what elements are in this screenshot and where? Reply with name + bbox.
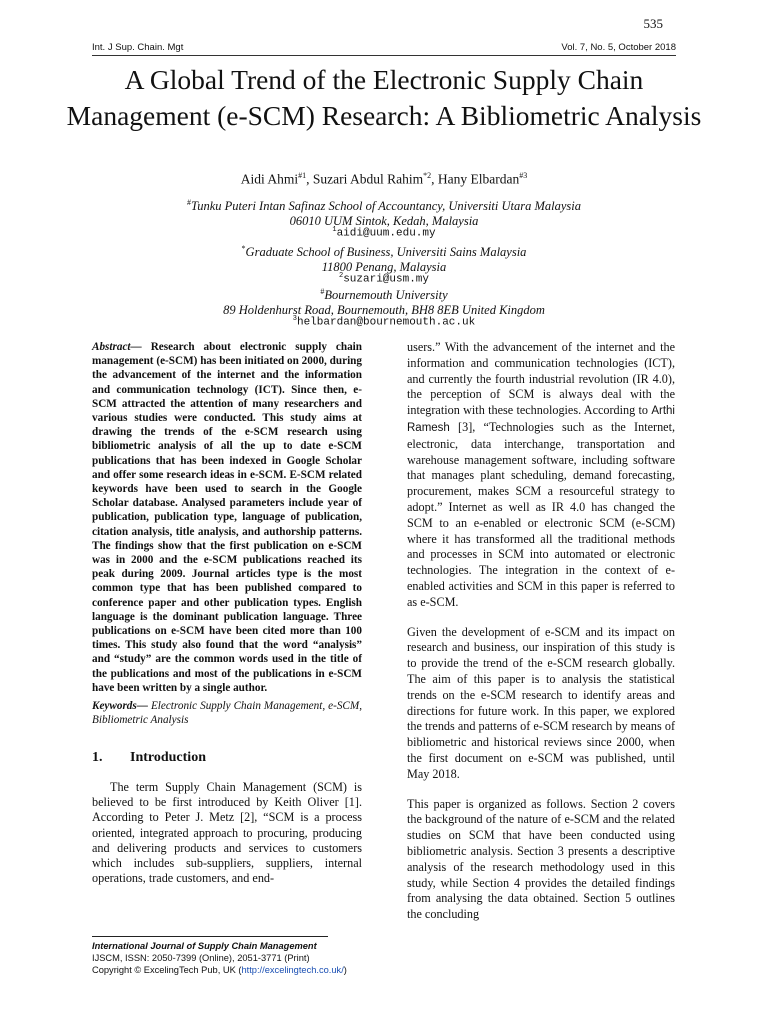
author-mark: *2 — [423, 171, 432, 180]
email-mark: 3 — [292, 315, 297, 323]
footer-copyright — [92, 964, 392, 976]
author-sep: , — [431, 171, 438, 187]
intro-paragraph: The term Supply Chain Management (SCM) is believed to be first introduced by Keith Oliver [1]. According to Peter J. Metz [2], “SCM is a process oriented, integrated approach to procuring, producing and delivering products and services to customers which includes sub-suppliers, suppliers, internal operations, trade customers, and end- — [92, 779, 362, 886]
abstract-text: Research about electronic supply chain management (e-SCM) has been initiated on 2000, during the advancement of the internet and the information and communication technology (ICT). Since then, e-SCM attracted the attention of many researchers and various studies were conducted. This study aims at drawing the trends of the e-SCM research using bibliometric analysis of all the up to date e-SCM publications that has been indexed in Google Scholar and offer some research ideas in e-SCM. E-SCM related keywords have been used to search in the Google Scholar database. Analysed parameters include year of publication, publication type, language of publication, citation analysis, title analysis, and authorship patterns. The findings show that the first publication on e-SCM was in 2000 and the e-SCM publications reached its peak during 2009. Journal articles type is the most common type that has been published compared to conference paper and other publication types. English language is the dominant publication language. Three publications on e-SCM have been cited more than 100 times. This study also found that the word “analysis” and “study” are the common words used in the title of the publications and most of the publications in e-SCM have been written by a single author. — [92, 341, 362, 694]
email-address: helbardan@bournemouth.ac.uk — [296, 316, 476, 329]
author-list — [0, 171, 768, 188]
keywords-label: Keywords— — [92, 700, 148, 713]
running-header-volume: Vol. 7, No. 5, October 2018 — [561, 42, 676, 53]
email-address: aidi@uum.edu.my — [336, 227, 436, 240]
section-title: Introduction — [130, 750, 206, 766]
section-heading-introduction — [92, 751, 362, 765]
abstract — [92, 340, 362, 695]
author-name: Hany Elbardan — [437, 171, 520, 187]
reference-author: Arthi Ramesh — [407, 405, 675, 434]
running-header-journal: Int. J Sup. Chain. Mgt — [92, 42, 184, 53]
footer-rule — [92, 936, 328, 937]
paragraph-text: users.” With the advancement of the internet and the information and communication technologies (ICT), and currently the fourth industrial revolution (IR 4.0), the perception of SCM is always deal with the integration with these technologies. According to — [407, 340, 675, 418]
email-3 — [0, 315, 768, 329]
footer-close: ) — [343, 965, 347, 975]
author-mark: #1 — [298, 171, 307, 180]
affiliation-line: 11800 Penang, Malaysia — [321, 260, 447, 275]
left-column — [92, 340, 362, 887]
paragraph-2: Given the development of e-SCM and its impact on research and business, our inspiration of this study is to provide the trend of the e-SCM research globally. The aim of this paper is to analysis the statistical trends on the e-SCM research to identify areas and directions for future work. In this paper, we explored the trends and patterns of e-SCM research by means of bibliometric and historical reviews since 2000, when the first document on e-SCM was published, until May 2018. — [407, 624, 675, 781]
email-mark: 2 — [338, 272, 344, 280]
paragraph-3: This paper is organized as follows. Section 2 covers the background of the nature of e-SCM and the related studies on SCM that have been conducted using bibliometric analysis. Section 3 presents a descriptive analysis of the research methodology used in this study, while Section 4 provides the detailed findings from analysing the data obtained. Section 5 outlines the concluding — [407, 796, 675, 922]
footer-issn: IJSCM, ISSN: 2050-7399 (Online), 2051-3771 (Print) — [92, 953, 310, 963]
affiliation-line: Graduate School of Business, Universiti Sains Malaysia — [245, 245, 527, 260]
author-sep: , — [306, 171, 313, 187]
affiliation-mark: # — [320, 287, 325, 296]
affiliation-mark: # — [186, 198, 191, 207]
paper-title: A Global Trend of the Electronic Supply Chain Management (e-SCM) Research: A Bibliometric Analysis — [66, 64, 702, 131]
affiliation-mark: * — [241, 244, 246, 253]
publisher-link[interactable]: http://excelingtech.co.uk/ — [241, 965, 344, 975]
paragraph-text: [3], “Technologies such as the Internet, electronic, data interchange, transportation and warehouse management software, including software that manages plant scheduling, demand forecasting, procurement, makes SCM a resourceful strategy to adopt.” Internet as well as IR 4.0 has changed the SCM to an e-enabled or electronic SCM (e-SCM) where it has transformed all the traditional methods and processes in SCM into automated or electronic technologies. The integration in the context of e-enabled activities and SCM in this paper is referred to as e-SCM. — [407, 419, 675, 609]
footer-copyright-text: Copyright © ExcelingTech Pub, UK ( — [92, 965, 242, 975]
section-number: 1. — [92, 750, 103, 766]
affiliation-3 — [0, 284, 768, 318]
footer-journal: International Journal of Supply Chain Management — [92, 941, 317, 951]
page-number: 535 — [643, 16, 663, 31]
keywords — [92, 699, 362, 727]
affiliation-2 — [0, 241, 768, 275]
right-column — [407, 340, 675, 937]
paragraph-1 — [407, 340, 675, 611]
author-name: Suzari Abdul Rahim — [312, 171, 424, 187]
affiliation-1 — [0, 195, 768, 229]
keywords-text: Electronic Supply Chain Management, e-SCM, Bibliometric Analysis — [92, 700, 362, 727]
affiliation-line: 89 Holdenhurst Road, Bournemouth, BH8 8EB United Kingdom — [223, 303, 545, 318]
running-header — [92, 42, 676, 56]
affiliation-line: 06010 UUM Sintok, Kedah, Malaysia — [289, 214, 479, 229]
abstract-label: Abstract— — [92, 341, 142, 353]
email-1 — [0, 226, 768, 240]
email-mark: 1 — [332, 226, 337, 234]
author-name: Aidi Ahmi — [240, 171, 299, 187]
author-mark: #3 — [519, 171, 528, 180]
affiliation-line: Bournemouth University — [324, 288, 448, 303]
affiliation-line: Tunku Puteri Intan Safinaz School of Accountancy, Universiti Utara Malaysia — [190, 199, 581, 214]
email-address: suzari@usm.my — [343, 273, 430, 286]
page-footer — [92, 936, 392, 976]
